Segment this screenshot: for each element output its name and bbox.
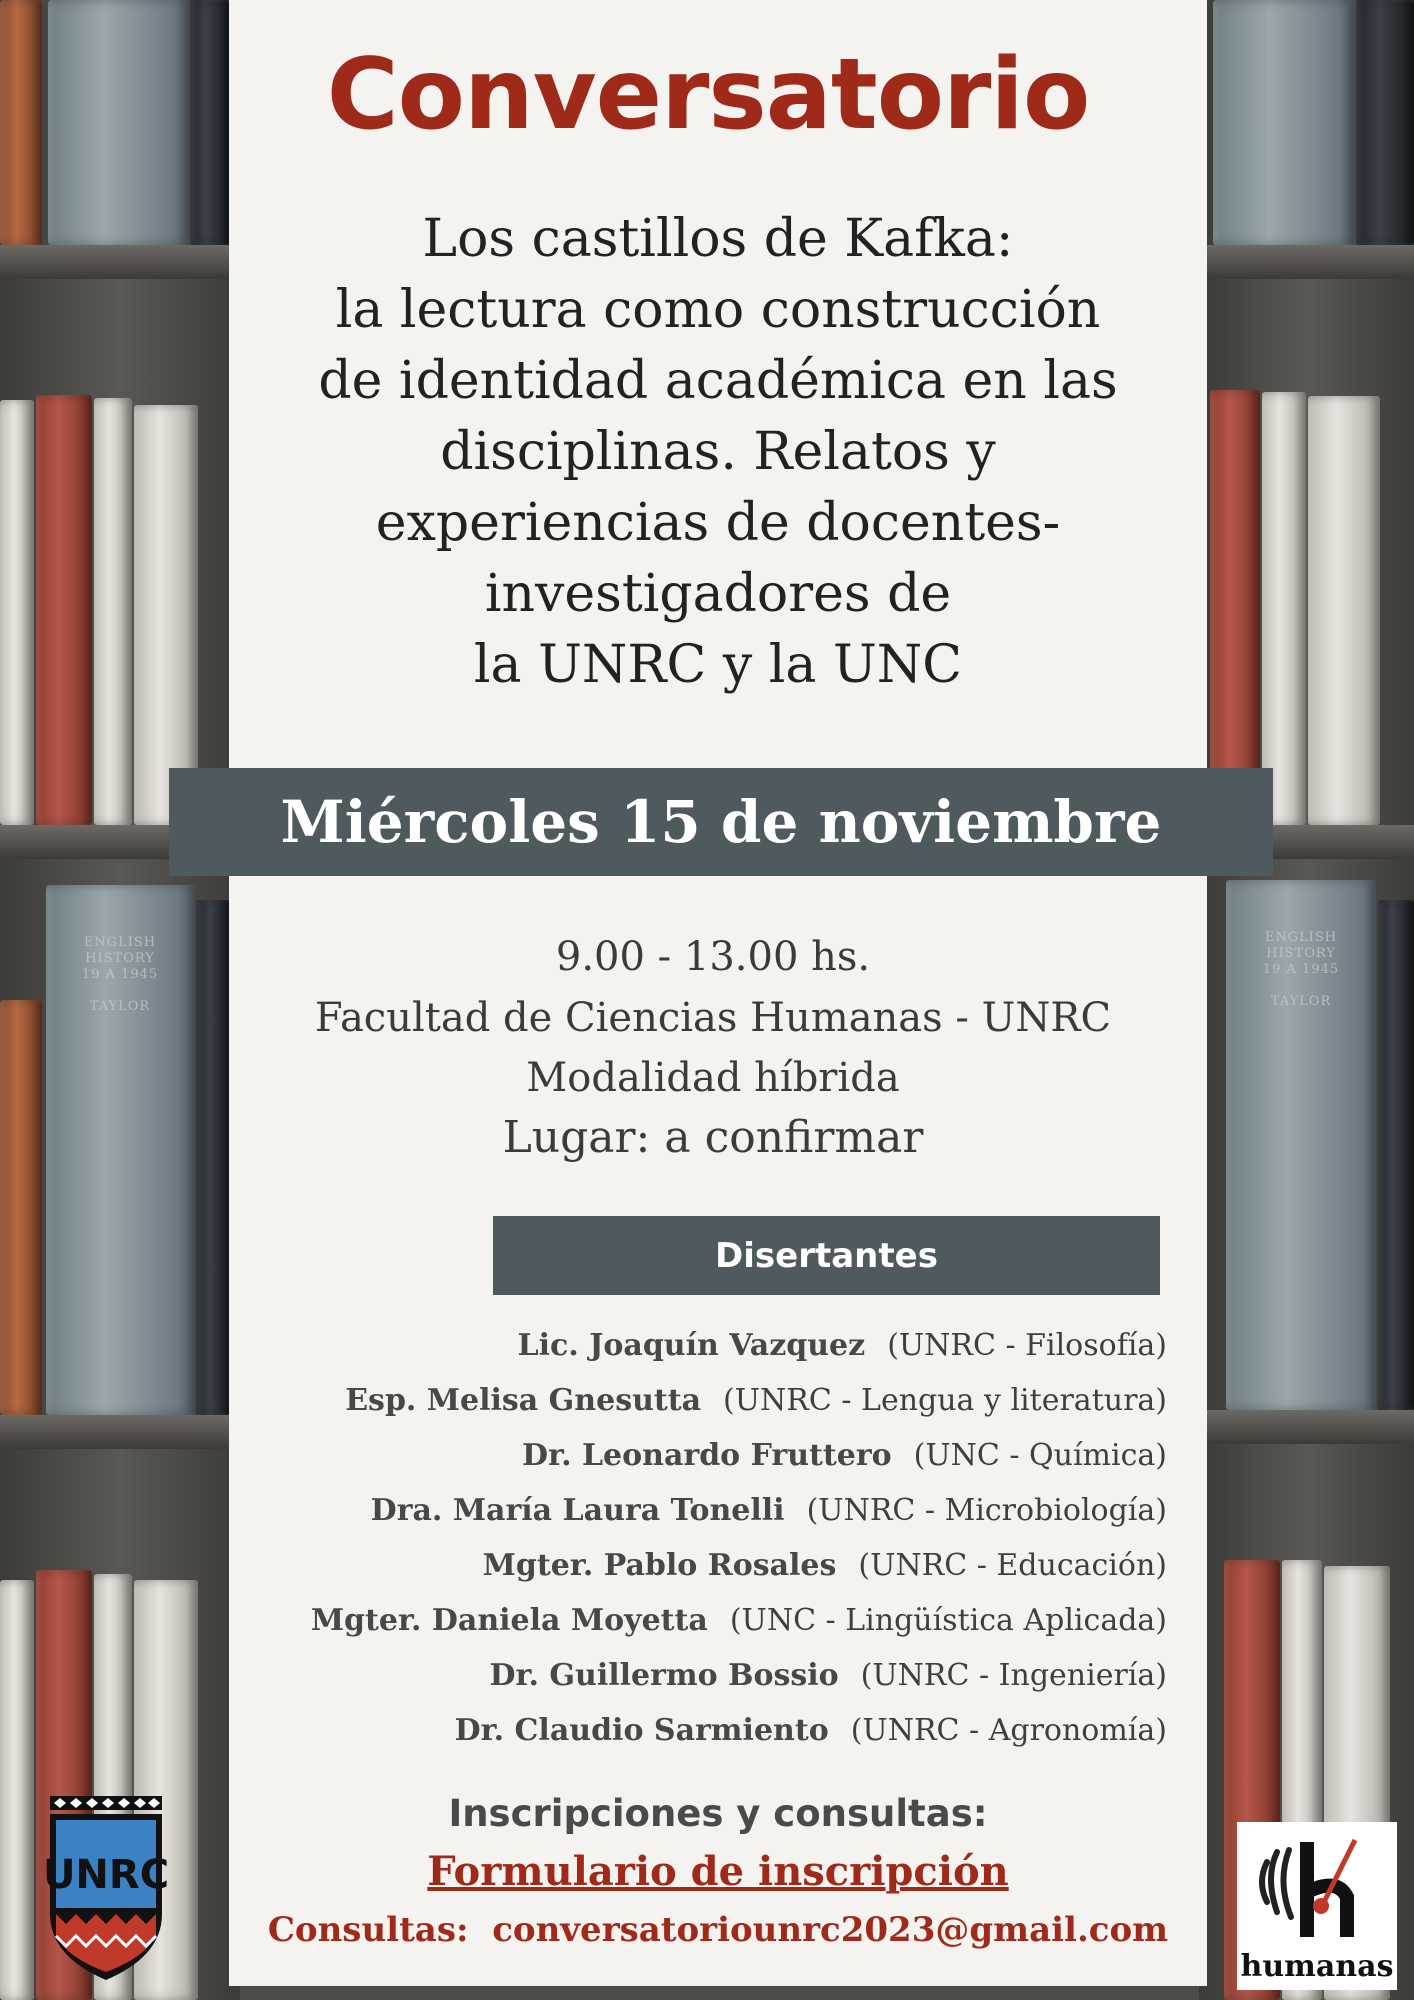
- speakers-header: [493, 1216, 1160, 1295]
- speaker-item: [229, 1483, 1167, 1538]
- speaker-affiliation: (UNC - Lingüística Aplicada): [729, 1603, 1167, 1638]
- speaker-affiliation: (UNRC - Educación): [858, 1548, 1167, 1583]
- speaker-affiliation: (UNRC - Agronomía): [850, 1713, 1167, 1748]
- registration-label: Inscripciones y consultas:: [448, 1792, 988, 1835]
- speaker-name: Dr. Guillermo Bossio: [489, 1658, 839, 1693]
- speaker-name: Dr. Leonardo Fruttero: [522, 1438, 892, 1473]
- event-place: Lugar: a confirmar: [502, 1112, 924, 1163]
- speaker-name: Esp. Melisa Gnesutta: [345, 1383, 702, 1418]
- speaker-name: Dra. María Laura Tonelli: [370, 1493, 785, 1528]
- event-date-banner: [169, 768, 1273, 876]
- speaker-item: [229, 1703, 1167, 1758]
- subtitle-line: la lectura como construcción: [335, 280, 1101, 340]
- svg-text:UNRC: UNRC: [44, 1852, 168, 1898]
- speaker-affiliation: (UNRC - Microbiología): [806, 1493, 1167, 1528]
- speaker-affiliation: (UNRC - Lengua y literatura): [723, 1383, 1167, 1418]
- speaker-item: [229, 1373, 1167, 1428]
- humanas-wordmark: humanas: [1240, 1949, 1394, 1984]
- history-book-right: ENGLISH HISTORY 19 A 1945 TAYLOR: [1226, 880, 1376, 1410]
- speaker-name: Dr. Claudio Sarmiento: [454, 1713, 829, 1748]
- event-modality: Modalidad híbrida: [526, 1055, 900, 1101]
- subtitle-line: la UNRC y la UNC: [473, 635, 963, 695]
- contact-line: [229, 1910, 1207, 1950]
- speaker-name: Lic. Joaquín Vazquez: [517, 1328, 866, 1363]
- speaker-affiliation: (UNRC - Ingeniería): [860, 1658, 1167, 1693]
- speaker-item: [229, 1538, 1167, 1593]
- subtitle-line: de identidad académica en las: [318, 351, 1118, 411]
- speaker-affiliation: (UNC - Química): [913, 1438, 1167, 1473]
- subtitle-line: investigadores de: [484, 564, 952, 624]
- event-time: 9.00 - 13.00 hs.: [555, 934, 871, 980]
- speaker-item: [229, 1648, 1167, 1703]
- speaker-affiliation: (UNRC - Filosofía): [887, 1328, 1167, 1363]
- event-details: [229, 926, 1197, 1168]
- unrc-logo: [44, 1796, 168, 1984]
- subtitle-line: Los castillos de Kafka:: [422, 209, 1014, 269]
- speakers-list: [229, 1318, 1167, 1758]
- event-subtitle: [239, 204, 1197, 701]
- event-date: Miércoles 15 de noviembre: [280, 788, 1162, 856]
- contact-label: Consultas:: [267, 1910, 469, 1950]
- speaker-item: [229, 1318, 1167, 1373]
- history-book-left: ENGLISH HISTORY 19 A 1945 TAYLOR: [46, 885, 194, 1415]
- event-title: Conversatorio: [326, 38, 1090, 152]
- contact-email-link[interactable]: conversatoriounrc2023@gmail.com: [492, 1910, 1169, 1950]
- subtitle-line: experiencias de docentes-: [375, 493, 1061, 553]
- speakers-header-label: Disertantes: [715, 1235, 938, 1276]
- speaker-item: [229, 1428, 1167, 1483]
- speaker-name: Mgter. Daniela Moyetta: [310, 1603, 708, 1638]
- event-organizer: Facultad de Ciencias Humanas - UNRC: [314, 995, 1112, 1041]
- speaker-item: [229, 1593, 1167, 1648]
- subtitle-line: disciplinas. Relatos y: [440, 422, 996, 482]
- humanas-logo: [1237, 1822, 1397, 1990]
- speaker-name: Mgter. Pablo Rosales: [482, 1548, 837, 1583]
- registration-form-link[interactable]: Formulario de inscripción: [427, 1848, 1009, 1895]
